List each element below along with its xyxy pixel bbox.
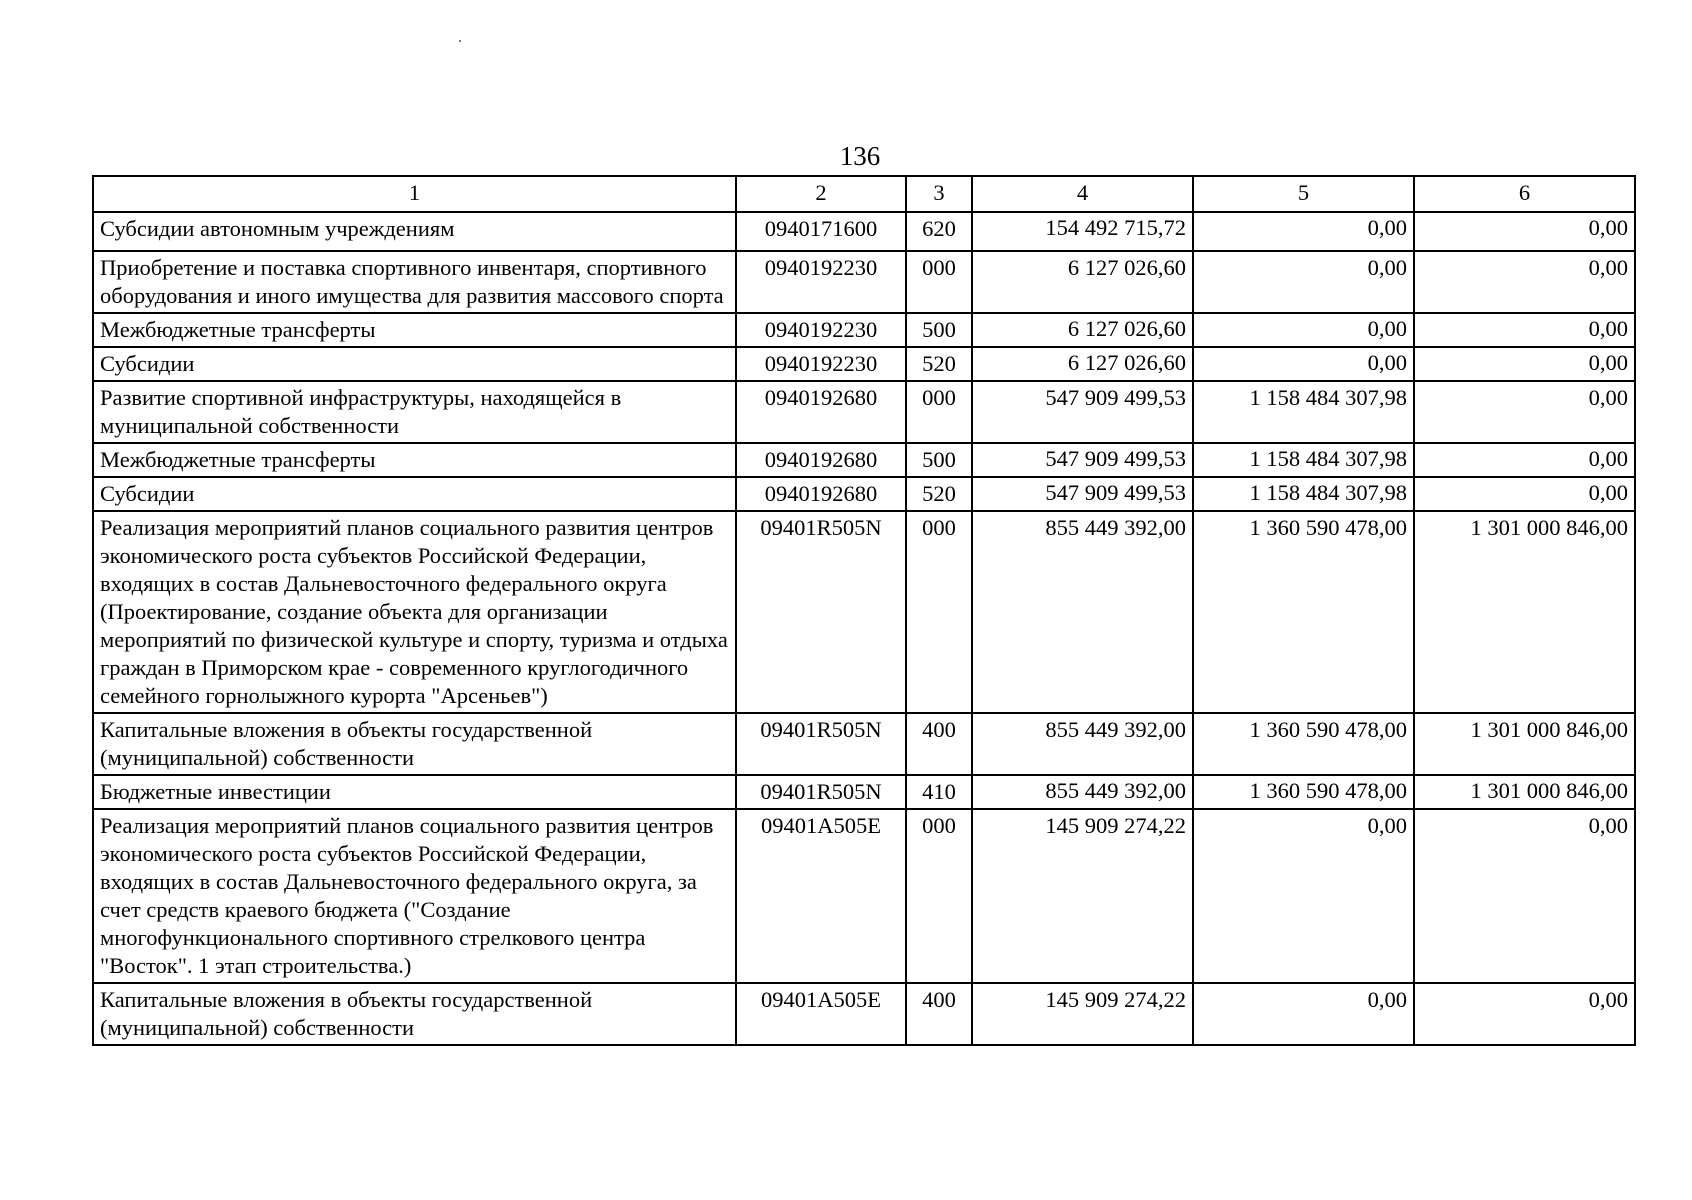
amount-col-4: 547 909 499,53 — [972, 477, 1193, 511]
item-name: Приобретение и поставка спортивного инвентаря, спортивного оборудования и иного имущества для развития массового спорта — [93, 251, 736, 313]
table-row — [93, 983, 1635, 1045]
amount-col-5: 1 360 590 478,00 — [1193, 511, 1414, 713]
amount-col-6: 0,00 — [1414, 477, 1635, 511]
amount-col-4: 855 449 392,00 — [972, 775, 1193, 809]
target-code: 0940192230 — [736, 251, 906, 313]
amount-col-4: 547 909 499,53 — [972, 443, 1193, 477]
amount-col-4: 855 449 392,00 — [972, 511, 1193, 713]
target-code: 0940192680 — [736, 381, 906, 443]
amount-col-5: 1 360 590 478,00 — [1193, 775, 1414, 809]
amount-col-6: 1 301 000 846,00 — [1414, 511, 1635, 713]
table-row — [93, 251, 1635, 313]
amount-col-6: 1 301 000 846,00 — [1414, 775, 1635, 809]
target-code: 09401A505E — [736, 809, 906, 983]
header-cell-1: 1 — [93, 176, 736, 212]
table-row — [93, 809, 1635, 983]
amount-col-6: 0,00 — [1414, 212, 1635, 251]
amount-col-4: 6 127 026,60 — [972, 347, 1193, 381]
amount-col-5: 1 158 484 307,98 — [1193, 443, 1414, 477]
item-name: Субсидии — [93, 477, 736, 511]
table-row — [93, 381, 1635, 443]
item-name: Развитие спортивной инфраструктуры, находящейся в муниципальной собственности — [93, 381, 736, 443]
table-row — [93, 443, 1635, 477]
table-row — [93, 212, 1635, 251]
amount-col-6: 0,00 — [1414, 983, 1635, 1045]
table-row — [93, 477, 1635, 511]
amount-col-6: 0,00 — [1414, 381, 1635, 443]
target-code: 0940192680 — [736, 443, 906, 477]
item-name: Капитальные вложения в объекты государственной (муниципальной) собственности — [93, 983, 736, 1045]
expense-type: 520 — [906, 477, 972, 511]
item-name: Реализация мероприятий планов социального развития центров экономического роста субъектов Российской Федерации, входящих в состав Дальневосточного федерального округа (Проектирование, создание объекта для организации мероприятий по физической культуре и спорту, туризма и отдыха граждан в Приморском крае - современного круглогодичного семейного горнолыжного курорта "Арсеньев") — [93, 511, 736, 713]
target-code: 09401R505N — [736, 511, 906, 713]
expense-type: 000 — [906, 511, 972, 713]
amount-col-5: 0,00 — [1193, 313, 1414, 347]
header-cell-4: 4 — [972, 176, 1193, 212]
scan-speck — [459, 40, 461, 42]
table-row — [93, 511, 1635, 713]
amount-col-5: 1 360 590 478,00 — [1193, 713, 1414, 775]
amount-col-5: 1 158 484 307,98 — [1193, 381, 1414, 443]
expense-type: 400 — [906, 713, 972, 775]
table-row — [93, 713, 1635, 775]
header-cell-5: 5 — [1193, 176, 1414, 212]
expense-type: 520 — [906, 347, 972, 381]
item-name: Реализация мероприятий планов социального развития центров экономического роста субъектов Российской Федерации, входящих в состав Дальневосточного федерального округа, за счет средств краевого бюджета ("Создание многофункционального спортивного стрелкового центра "Восток". 1 этап строительства.) — [93, 809, 736, 983]
expense-type: 400 — [906, 983, 972, 1045]
amount-col-5: 0,00 — [1193, 347, 1414, 381]
amount-col-4: 547 909 499,53 — [972, 381, 1193, 443]
amount-col-6: 0,00 — [1414, 809, 1635, 983]
header-cell-3: 3 — [906, 176, 972, 212]
page-number: 136 — [839, 141, 881, 171]
table-row — [93, 313, 1635, 347]
amount-col-5: 0,00 — [1193, 212, 1414, 251]
expense-type: 500 — [906, 443, 972, 477]
item-name: Межбюджетные трансферты — [93, 443, 736, 477]
amount-col-4: 855 449 392,00 — [972, 713, 1193, 775]
amount-col-6: 1 301 000 846,00 — [1414, 713, 1635, 775]
target-code: 0940192680 — [736, 477, 906, 511]
target-code: 0940192230 — [736, 347, 906, 381]
amount-col-5: 0,00 — [1193, 983, 1414, 1045]
amount-col-4: 154 492 715,72 — [972, 212, 1193, 251]
target-code: 09401A505E — [736, 983, 906, 1045]
target-code: 0940192230 — [736, 313, 906, 347]
budget-table — [92, 175, 1636, 1046]
expense-type: 410 — [906, 775, 972, 809]
expense-type: 500 — [906, 313, 972, 347]
amount-col-6: 0,00 — [1414, 347, 1635, 381]
item-name: Межбюджетные трансферты — [93, 313, 736, 347]
amount-col-6: 0,00 — [1414, 313, 1635, 347]
amount-col-6: 0,00 — [1414, 251, 1635, 313]
expense-type: 000 — [906, 381, 972, 443]
target-code: 09401R505N — [736, 775, 906, 809]
amount-col-4: 145 909 274,22 — [972, 809, 1193, 983]
expense-type: 620 — [906, 212, 972, 251]
header-cell-6: 6 — [1414, 176, 1635, 212]
amount-col-5: 0,00 — [1193, 809, 1414, 983]
amount-col-5: 1 158 484 307,98 — [1193, 477, 1414, 511]
item-name: Субсидии — [93, 347, 736, 381]
amount-col-4: 145 909 274,22 — [972, 983, 1193, 1045]
expense-type: 000 — [906, 809, 972, 983]
header-cell-2: 2 — [736, 176, 906, 212]
item-name: Капитальные вложения в объекты государственной (муниципальной) собственности — [93, 713, 736, 775]
table-header-row — [93, 176, 1635, 212]
amount-col-4: 6 127 026,60 — [972, 313, 1193, 347]
amount-col-4: 6 127 026,60 — [972, 251, 1193, 313]
table-row — [93, 775, 1635, 809]
target-code: 09401R505N — [736, 713, 906, 775]
target-code: 0940171600 — [736, 212, 906, 251]
item-name: Бюджетные инвестиции — [93, 775, 736, 809]
table-row — [93, 347, 1635, 381]
amount-col-5: 0,00 — [1193, 251, 1414, 313]
expense-type: 000 — [906, 251, 972, 313]
item-name: Субсидии автономным учреждениям — [93, 212, 736, 251]
amount-col-6: 0,00 — [1414, 443, 1635, 477]
